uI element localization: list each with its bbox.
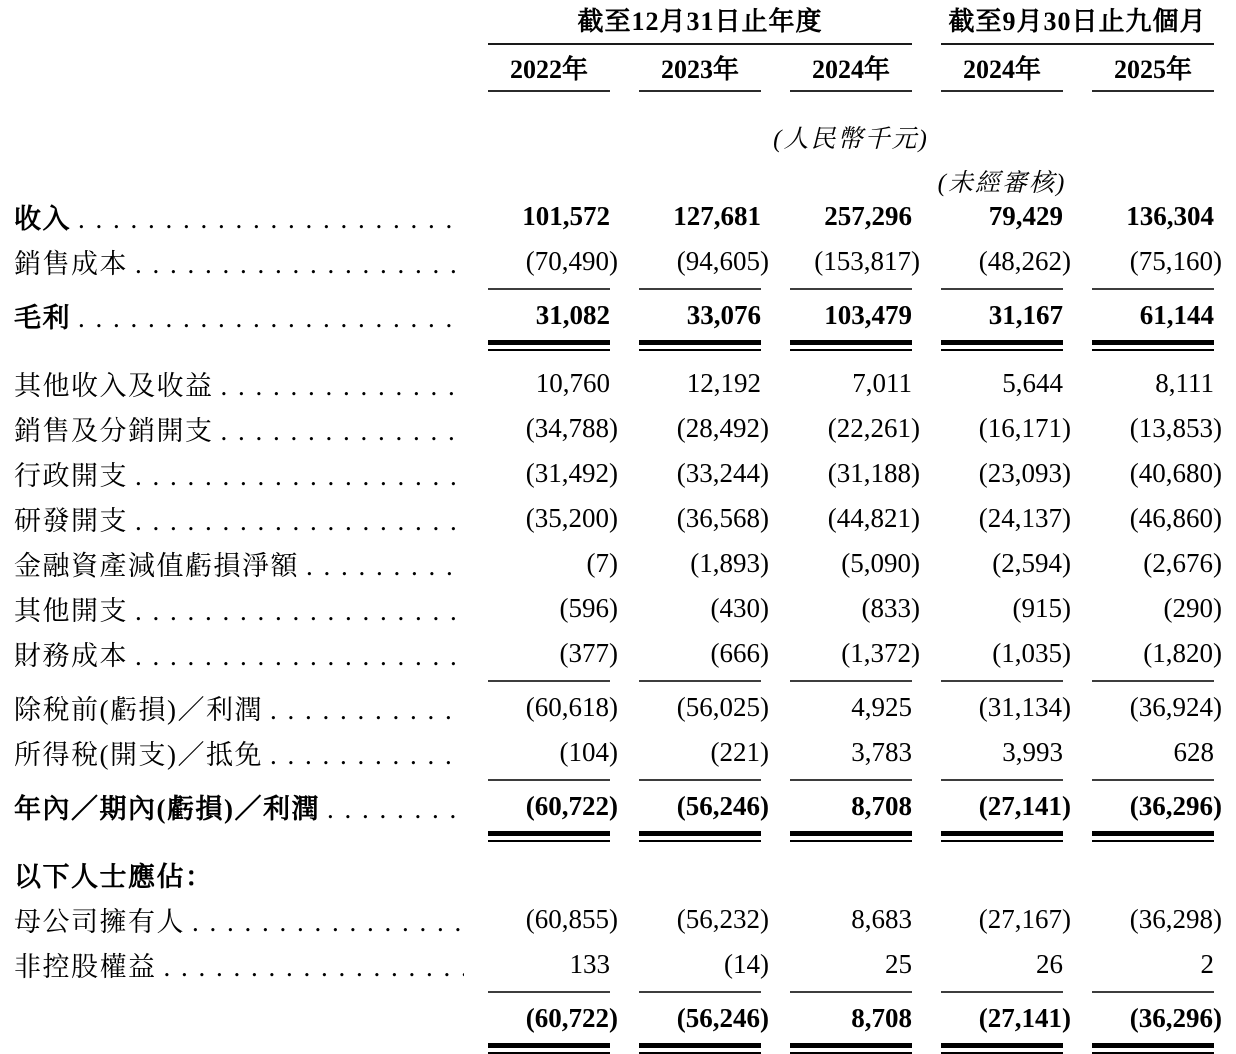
table-row-rd-expenses: [14, 496, 1222, 541]
dot-leader: [185, 907, 464, 937]
row-label: 其他開支: [14, 596, 128, 626]
value-cell: (36,298): [1129, 904, 1222, 934]
table-row-finance-costs: [14, 631, 1222, 676]
single-rule: [1092, 680, 1214, 682]
single-rule-row: [14, 775, 1214, 784]
table-row-income-tax: [14, 730, 1214, 775]
value-cell: (14): [724, 949, 769, 979]
value-cell: 628: [1173, 737, 1214, 767]
value-cell: (60,855): [525, 904, 618, 934]
currency-note-row: [14, 100, 1214, 153]
value-cell: (27,167): [978, 904, 1071, 934]
value-cell: (36,296): [1129, 1003, 1222, 1033]
value-cell: (1,820): [1143, 638, 1222, 668]
dot-leader: [71, 303, 464, 333]
dot-leader: [263, 740, 464, 770]
table-row-owners-of-parent: [14, 897, 1222, 942]
single-rule: [639, 991, 761, 993]
table-row-total: [14, 996, 1222, 1041]
value-cell: (56,246): [676, 791, 769, 821]
value-cell: 8,708: [851, 791, 912, 821]
value-cell: (153,817): [814, 246, 920, 276]
row-label: 以下人士應佔：: [14, 862, 214, 892]
double-rule: [941, 831, 1063, 842]
single-rule-row: [14, 676, 1214, 685]
value-cell: (31,134): [978, 692, 1071, 722]
row-label: 除稅前(虧損)／利潤: [14, 695, 263, 725]
value-cell: (70,490): [525, 246, 618, 276]
table-row-revenue: [14, 194, 1214, 239]
single-rule: [941, 288, 1063, 290]
year-header-2025-9m: 2025年: [1092, 55, 1214, 92]
table-row-selling-expenses: [14, 406, 1222, 451]
currency-note: (人民幣千元): [773, 126, 929, 153]
single-rule-row: [14, 284, 1214, 293]
single-rule: [1092, 288, 1214, 290]
value-cell: 101,572: [522, 201, 610, 231]
value-cell: 8,111: [1155, 368, 1214, 398]
row-label: 其他收入及收益: [14, 371, 214, 401]
value-cell: (94,605): [676, 246, 769, 276]
single-rule: [639, 779, 761, 781]
row-label: 研發開支: [14, 506, 128, 536]
double-rule: [1092, 831, 1214, 842]
value-cell: (60,722): [525, 791, 618, 821]
year-header-2023: 2023年: [639, 55, 761, 92]
row-label: 財務成本: [14, 641, 128, 671]
year-header-2024: 2024年: [790, 55, 912, 92]
value-cell: (31,188): [827, 458, 920, 488]
dot-leader: [128, 641, 464, 671]
value-cell: (56,025): [676, 692, 769, 722]
single-rule: [790, 680, 912, 682]
value-cell: (13,853): [1129, 413, 1222, 443]
double-rule: [1092, 340, 1214, 351]
dot-leader: [128, 461, 464, 491]
double-rule: [488, 1043, 610, 1054]
value-cell: (24,137): [978, 503, 1071, 533]
value-cell: (36,568): [676, 503, 769, 533]
value-cell: 2: [1200, 949, 1214, 979]
single-rule: [941, 991, 1063, 993]
single-rule: [639, 288, 761, 290]
value-cell: (596): [559, 593, 618, 623]
value-cell: 127,681: [673, 201, 761, 231]
double-rule: [790, 831, 912, 842]
value-cell: 33,076: [686, 300, 761, 330]
table-row-impairment-losses: [14, 541, 1222, 586]
value-cell: 133: [569, 949, 610, 979]
value-cell: (16,171): [978, 413, 1071, 443]
value-cell: 5,644: [1002, 368, 1063, 398]
value-cell: 103,479: [824, 300, 912, 330]
double-rule: [790, 340, 912, 351]
value-cell: (31,492): [525, 458, 618, 488]
double-rule-row: [14, 1041, 1214, 1054]
value-cell: 8,683: [851, 904, 912, 934]
double-rule: [790, 1043, 912, 1054]
value-cell: (2,676): [1143, 548, 1222, 578]
value-cell: (27,141): [978, 791, 1071, 821]
value-cell: (35,200): [525, 503, 618, 533]
value-cell: 4,925: [851, 692, 912, 722]
column-group-annual: 截至12月31日止年度: [488, 6, 912, 45]
value-cell: (34,788): [525, 413, 618, 443]
value-cell: (430): [710, 593, 769, 623]
single-rule-row: [14, 987, 1214, 996]
single-rule: [790, 288, 912, 290]
double-rule: [639, 340, 761, 351]
single-rule: [941, 779, 1063, 781]
single-rule: [790, 779, 912, 781]
table-row-non-controlling-interests: [14, 942, 1214, 987]
value-cell: (60,618): [525, 692, 618, 722]
row-label: 母公司擁有人: [14, 907, 185, 937]
value-cell: 25: [885, 949, 912, 979]
value-cell: 3,783: [851, 737, 912, 767]
value-cell: (377): [559, 638, 618, 668]
value-cell: (7): [586, 548, 618, 578]
dot-leader: [128, 506, 464, 536]
value-cell: (666): [710, 638, 769, 668]
value-cell: (33,244): [676, 458, 769, 488]
value-cell: (56,246): [676, 1003, 769, 1033]
table-row-profit-before-tax: [14, 685, 1222, 730]
value-cell: (104): [559, 737, 618, 767]
row-label: 所得稅(開支)／抵免: [14, 740, 263, 770]
year-header-2022: 2022年: [488, 55, 610, 92]
value-cell: 31,167: [988, 300, 1063, 330]
dot-leader: [299, 551, 464, 581]
single-rule: [941, 680, 1063, 682]
double-rule: [1092, 1043, 1214, 1054]
row-label: 非控股權益: [14, 952, 157, 982]
value-cell: (48,262): [978, 246, 1071, 276]
value-cell: 10,760: [535, 368, 610, 398]
double-rule-row: [14, 829, 1214, 844]
value-cell: 3,993: [1002, 737, 1063, 767]
value-cell: (75,160): [1129, 246, 1222, 276]
value-cell: 136,304: [1126, 201, 1214, 231]
dot-leader: [320, 794, 464, 824]
value-cell: (46,860): [1129, 503, 1222, 533]
double-rule: [488, 831, 610, 842]
single-rule: [790, 991, 912, 993]
value-cell: (28,492): [676, 413, 769, 443]
value-cell: (60,722): [525, 1003, 618, 1033]
table-row-admin-expenses: [14, 451, 1222, 496]
row-label: 收入: [14, 204, 71, 234]
value-cell: (2,594): [992, 548, 1071, 578]
value-cell: 257,296: [824, 201, 912, 231]
double-rule: [941, 340, 1063, 351]
value-cell: 26: [1036, 949, 1063, 979]
row-label: 行政開支: [14, 461, 128, 491]
double-rule: [639, 831, 761, 842]
single-rule: [488, 991, 610, 993]
value-cell: (290): [1163, 593, 1222, 623]
unaudited-note: (未經審核): [937, 170, 1067, 197]
dot-leader: [263, 695, 464, 725]
dot-leader: [214, 416, 465, 446]
value-cell: 12,192: [686, 368, 761, 398]
double-rule: [639, 1043, 761, 1054]
value-cell: (44,821): [827, 503, 920, 533]
single-rule: [488, 779, 610, 781]
value-cell: 7,011: [852, 368, 912, 398]
value-cell: (1,372): [841, 638, 920, 668]
dot-leader: [157, 952, 465, 982]
double-rule: [941, 1043, 1063, 1054]
single-rule: [488, 288, 610, 290]
row-label: 銷售成本: [14, 249, 128, 279]
value-cell: (23,093): [978, 458, 1071, 488]
table-row-other-expenses: [14, 586, 1222, 631]
value-cell: (915): [1012, 593, 1071, 623]
value-cell: (1,893): [690, 548, 769, 578]
value-cell: 31,082: [535, 300, 610, 330]
table-row-attributable-to-header: [14, 852, 1214, 897]
value-cell: (22,261): [827, 413, 920, 443]
value-cell: (56,232): [676, 904, 769, 934]
value-cell: (27,141): [978, 1003, 1071, 1033]
dot-leader: [71, 204, 464, 234]
year-header-row: [14, 55, 1214, 92]
row-label: 年內／期內(虧損)／利潤: [14, 794, 320, 824]
row-label: 銷售及分銷開支: [14, 416, 214, 446]
value-cell: 61,144: [1139, 300, 1214, 330]
value-cell: (36,296): [1129, 791, 1222, 821]
dot-leader: [128, 249, 464, 279]
dot-leader: [214, 371, 465, 401]
table-row-other-income: [14, 361, 1214, 406]
single-rule: [488, 680, 610, 682]
year-header-2024-9m: 2024年: [941, 55, 1063, 92]
value-cell: 8,708: [851, 1003, 912, 1033]
single-rule: [639, 680, 761, 682]
table-row-profit-for-period: [14, 784, 1222, 829]
single-rule: [1092, 991, 1214, 993]
value-cell: (221): [710, 737, 769, 767]
table-row-cost-of-sales: [14, 239, 1222, 284]
column-group-header-row: [14, 6, 1214, 45]
double-rule-row: [14, 338, 1214, 353]
value-cell: 79,429: [988, 201, 1063, 231]
column-group-nine-months: 截至9月30日止九個月: [941, 6, 1214, 45]
value-cell: (1,035): [992, 638, 1071, 668]
row-label: 毛利: [14, 303, 71, 333]
unaudited-note-row: [14, 144, 1214, 197]
dot-leader: [128, 596, 464, 626]
table-row-gross-profit: [14, 293, 1214, 338]
value-cell: (40,680): [1129, 458, 1222, 488]
value-cell: (5,090): [841, 548, 920, 578]
value-cell: (833): [861, 593, 920, 623]
single-rule: [1092, 779, 1214, 781]
double-rule: [488, 340, 610, 351]
row-label: 金融資產減值虧損淨額: [14, 551, 299, 581]
value-cell: (36,924): [1129, 692, 1222, 722]
